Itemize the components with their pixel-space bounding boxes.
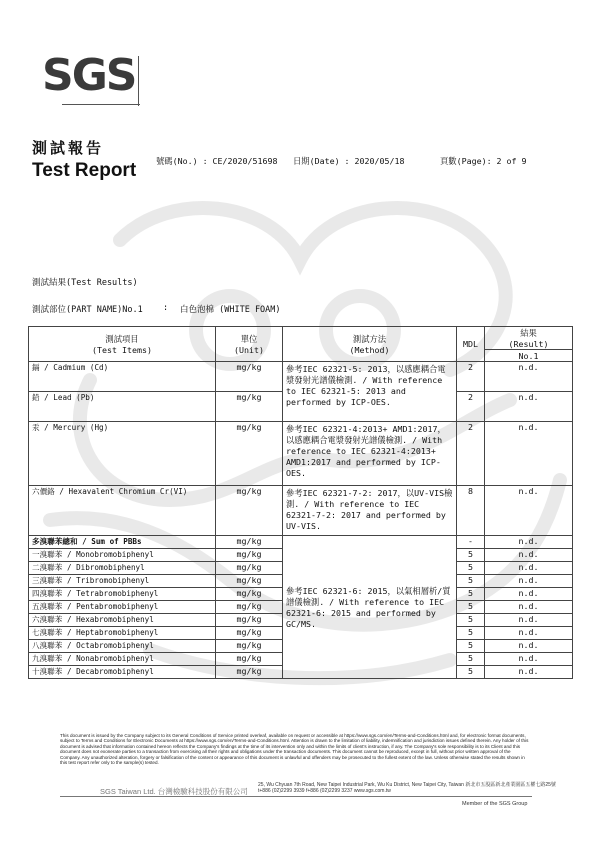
row-method: 參考IEC 62321-6: 2015，以氣相層析/質譜儀檢測. / With reference to IEC 62321-6: 2015 and performed by GC/MS.	[283, 536, 457, 679]
row-result: n.d.	[485, 666, 573, 679]
row-mdl: 5	[457, 614, 485, 627]
report-title-en: Test Report	[32, 160, 137, 181]
row-mdl: 5	[457, 666, 485, 679]
header-method-en: (Method)	[349, 345, 390, 355]
row-result: n.d.	[485, 549, 573, 562]
row-result: n.d.	[485, 392, 573, 422]
row-mdl: 5	[457, 653, 485, 666]
header-result-no: No.1	[485, 350, 573, 362]
header-unit-en: (Unit)	[234, 345, 264, 355]
table-row	[29, 362, 573, 392]
row-item: 鎘 / Cadmium (Cd)	[29, 362, 216, 392]
row-result: n.d.	[485, 486, 573, 536]
footer-company: SGS Taiwan Ltd. 台灣檢驗科技股份有限公司	[100, 787, 248, 796]
results-label: 測試結果(Test Results)	[32, 278, 138, 288]
row-result: n.d.	[485, 362, 573, 392]
row-method: 參考IEC 62321-7-2: 2017，以UV-VIS檢測. / With reference to IEC 62321-7-2: 2017 and performed by UV-VIS.	[283, 486, 457, 536]
row-unit: mg/kg	[216, 640, 283, 653]
logo-underline	[62, 104, 140, 105]
header-unit	[216, 327, 283, 362]
report-date: 日期(Date) : 2020/05/18	[293, 156, 405, 166]
row-unit: mg/kg	[216, 588, 283, 601]
header-method-zh: 測試方法	[352, 334, 387, 344]
header-result-en: (Result)	[508, 339, 549, 349]
row-item: 多溴聯苯總和 / Sum of PBBs	[29, 536, 216, 549]
row-item: 五溴聯苯 / Pentabromobiphenyl	[29, 601, 216, 614]
row-result: n.d.	[485, 422, 573, 486]
row-item: 二溴聯苯 / Dibromobiphenyl	[29, 562, 216, 575]
header-mdl: MDL	[457, 327, 485, 362]
row-mdl: 2	[457, 422, 485, 486]
footer-phone: t+886 (02)2299 3939 f+886 (02)2299 3237 www.sgs.com.tw	[258, 788, 391, 794]
row-item: 三溴聯苯 / Tribromobiphenyl	[29, 575, 216, 588]
header-result	[485, 327, 573, 350]
row-item: 六價鉻 / Hexavalent Chromium Cr(VI)	[29, 486, 216, 536]
footer-address: 25, Wu Chyuan 7th Road, New Taipei Industrial Park, Wu Ku District, New Taipei City, Taiwan 新北市五股區新北產業園區五權七路25號	[258, 782, 556, 788]
row-item: 七溴聯苯 / Heptabromobiphenyl	[29, 627, 216, 640]
row-mdl: 5	[457, 588, 485, 601]
sgs-logo: SGS	[42, 50, 136, 101]
row-item: 九溴聯苯 / Nonabromobiphenyl	[29, 653, 216, 666]
row-item: 八溴聯苯 / Octabromobiphenyl	[29, 640, 216, 653]
report-page: 頁數(Page): 2 of 9	[440, 156, 527, 166]
header-items-en: (Test Items)	[92, 345, 152, 355]
row-unit: mg/kg	[216, 575, 283, 588]
row-unit: mg/kg	[216, 562, 283, 575]
row-result: n.d.	[485, 562, 573, 575]
row-mdl: 5	[457, 601, 485, 614]
row-item: 一溴聯苯 / Monobromobiphenyl	[29, 549, 216, 562]
row-mdl: 5	[457, 627, 485, 640]
row-result: n.d.	[485, 588, 573, 601]
row-method: 參考IEC 62321-5: 2013，以感應耦合電漿發射光譜儀檢測. / With reference to IEC 62321-5: 2013 and performed by ICP-OES.	[283, 362, 457, 422]
row-unit: mg/kg	[216, 486, 283, 536]
row-result: n.d.	[485, 536, 573, 549]
row-mdl: 5	[457, 575, 485, 588]
header-items-zh: 測試項目	[105, 334, 139, 344]
row-item: 汞 / Mercury (Hg)	[29, 422, 216, 486]
part-name-value: 白色泡棉 (WHITE FOAM)	[180, 305, 281, 315]
row-mdl: 2	[457, 362, 485, 392]
row-item: 六溴聯苯 / Hexabromobiphenyl	[29, 614, 216, 627]
part-name-separator: :	[163, 303, 169, 313]
logo-divider	[138, 56, 139, 106]
row-result: n.d.	[485, 653, 573, 666]
row-mdl: 5	[457, 562, 485, 575]
row-result: n.d.	[485, 614, 573, 627]
row-result: n.d.	[485, 575, 573, 588]
row-unit: mg/kg	[216, 601, 283, 614]
header-unit-zh: 單位	[240, 334, 258, 344]
footer-member: Member of the SGS Group	[462, 801, 528, 807]
row-mdl: -	[457, 536, 485, 549]
footer-address-block	[258, 782, 556, 794]
report-title-zh: 測試報告	[32, 139, 105, 157]
header-method	[283, 327, 457, 362]
row-unit: mg/kg	[216, 362, 283, 392]
header-result-zh: 結果	[520, 328, 537, 338]
header-test-items	[29, 327, 216, 362]
row-unit: mg/kg	[216, 653, 283, 666]
row-result: n.d.	[485, 601, 573, 614]
row-unit: mg/kg	[216, 392, 283, 422]
row-mdl: 2	[457, 392, 485, 422]
table-row	[29, 486, 573, 536]
row-unit: mg/kg	[216, 536, 283, 549]
row-mdl: 8	[457, 486, 485, 536]
row-result: n.d.	[485, 627, 573, 640]
row-item: 十溴聯苯 / Decabromobiphenyl	[29, 666, 216, 679]
row-unit: mg/kg	[216, 666, 283, 679]
row-item: 四溴聯苯 / Tetrabromobiphenyl	[29, 588, 216, 601]
results-table	[28, 326, 573, 679]
report-number: 號碼(No.) : CE/2020/51698	[156, 156, 278, 166]
row-method: 參考IEC 62321-4:2013+ AMD1:2017，以感應耦合電漿發射光譜儀檢測. / With reference to IEC 62321-4:2013+ AMD1:2017 and performed by ICP-OES.	[283, 422, 457, 486]
row-mdl: 5	[457, 640, 485, 653]
part-name-label: 測試部位(PART NAME)No.1	[32, 305, 143, 315]
table-row	[29, 536, 573, 549]
row-mdl: 5	[457, 549, 485, 562]
table-row	[29, 422, 573, 486]
row-unit: mg/kg	[216, 614, 283, 627]
row-unit: mg/kg	[216, 627, 283, 640]
row-item: 鉛 / Lead (Pb)	[29, 392, 216, 422]
row-result: n.d.	[485, 640, 573, 653]
footer-disclaimer: This document is issued by the Company subject to its General Conditions of Service printed overleaf, available on request or accessible at https://www.sgs.com/en/Terms-and-Conditions.html and, for electronic format documents, subject to Terms and Conditions for Electronic Documents at https://www.sgs.com/en/Terms-and-Conditions.html. Attention is drawn to the limitation of liability, indemnification and jurisdiction issues defined therein. Any holder of this document is advised that information contained hereon reflects the Company's findings at the time of its intervention only and within the limits of client's instruction, if any. The Company's sole responsibility is to its Client and this document does not exonerate parties to a transaction from exercising all their rights and obligations under the transaction documents. This document cannot be reproduced, except in full, without prior written approval of the Company. Any unauthorized alteration, forgery or falsification of the content or appearance of this document is unlawful and offenders may be prosecuted to the fullest extent of the law. Unless otherwise stated the results shown in this test report refer only to the sample(s) tested.	[60, 733, 529, 766]
footer-divider	[60, 796, 532, 797]
row-unit: mg/kg	[216, 549, 283, 562]
row-unit: mg/kg	[216, 422, 283, 486]
